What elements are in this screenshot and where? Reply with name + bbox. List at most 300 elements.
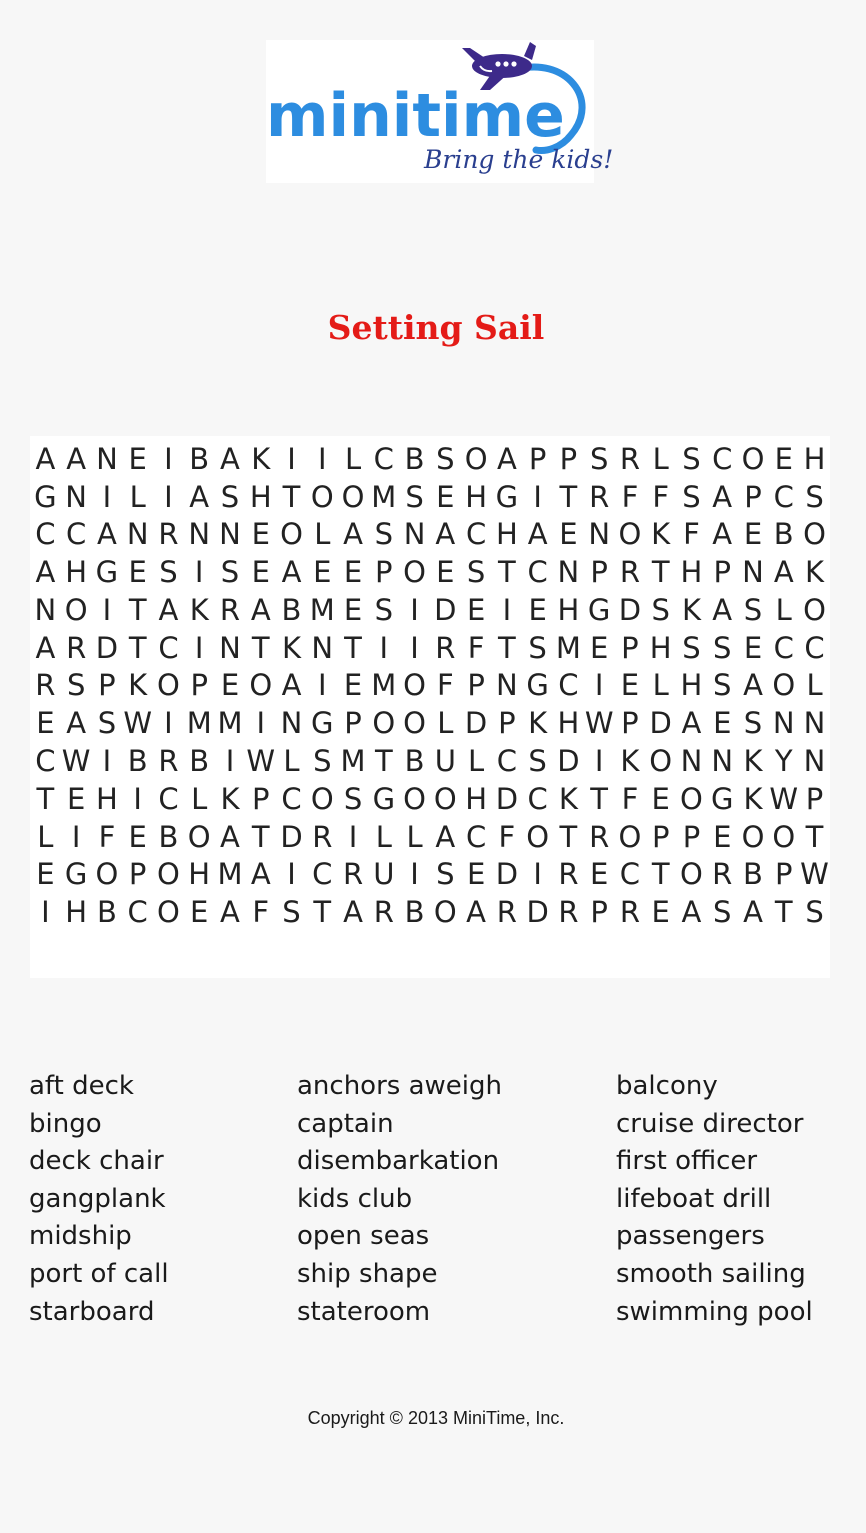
grid-row: [30, 591, 830, 629]
grid-letter: C: [373, 442, 394, 476]
grid-letter: O: [403, 782, 426, 816]
grid-letter: W: [769, 782, 799, 816]
word-list-item: captain: [297, 1108, 394, 1139]
grid-letter: O: [618, 820, 642, 854]
grid-letter: N: [34, 593, 57, 627]
grid-letter: B: [743, 857, 763, 891]
grid-letter: S: [682, 442, 701, 476]
grid-letter: E: [436, 480, 455, 514]
grid-letter: T: [251, 820, 270, 854]
grid-letter: T: [498, 555, 516, 589]
grid-letter: R: [35, 668, 56, 702]
grid-letter: E: [66, 782, 86, 816]
grid-letter: H: [249, 480, 272, 514]
grid-letter: D: [280, 820, 303, 854]
grid-letter: N: [126, 517, 149, 551]
grid-letter: N: [803, 706, 826, 740]
grid-letter: H: [803, 442, 826, 476]
grid-letter: I: [287, 442, 296, 476]
grid-letter: P: [559, 442, 578, 476]
grid-letter: R: [312, 820, 333, 854]
grid-letter: E: [743, 631, 763, 665]
grid-letter: A: [220, 442, 240, 476]
grid-letter: R: [219, 593, 241, 627]
grid-letter: R: [712, 857, 733, 891]
grid-letter: E: [651, 895, 670, 929]
grid-letter: W: [123, 706, 153, 740]
grid-letter: O: [341, 480, 365, 514]
grid-letter: F: [498, 820, 516, 854]
grid-letter: F: [683, 517, 700, 551]
grid-letter: T: [128, 593, 147, 627]
grid-letter: G: [526, 668, 549, 702]
grid-letter: L: [375, 820, 392, 854]
grid-letter: O: [249, 668, 273, 702]
grid-letter: B: [189, 442, 210, 476]
grid-letter: H: [495, 517, 518, 551]
grid-letter: A: [435, 517, 456, 551]
grid-letter: I: [225, 744, 235, 778]
grid-letter: A: [743, 668, 763, 702]
grid-letter: L: [406, 820, 423, 854]
brand-wordmark: minitime: [266, 81, 565, 151]
grid-letter: A: [220, 820, 240, 854]
grid-letter: T: [498, 631, 516, 665]
grid-letter: A: [681, 706, 702, 740]
grid-letter: N: [403, 517, 426, 551]
grid-letter: T: [590, 782, 609, 816]
grid-letter: B: [404, 744, 425, 778]
grid-letter: K: [220, 782, 240, 816]
grid-letter: H: [188, 857, 211, 891]
grid-letter: I: [41, 895, 50, 929]
grid-letter: L: [468, 744, 485, 778]
grid-letter: E: [343, 668, 363, 702]
grid-letter: G: [311, 706, 334, 740]
grid-letter: R: [435, 631, 456, 665]
grid-letter: O: [741, 820, 765, 854]
grid-letter: T: [251, 631, 270, 665]
grid-letter: P: [128, 857, 147, 891]
grid-letter: A: [220, 895, 240, 929]
grid-letter: I: [317, 668, 327, 702]
grid-letter: U: [373, 857, 395, 891]
grid-letter: S: [743, 706, 763, 740]
grid-letter: N: [219, 517, 241, 551]
grid-letter: D: [464, 706, 488, 740]
grid-letter: N: [803, 744, 826, 778]
grid-letter: B: [96, 895, 117, 929]
grid-letter: H: [557, 593, 580, 627]
word-list-item: kids club: [297, 1183, 413, 1214]
grid-letter: P: [190, 668, 208, 702]
grid-letter: O: [280, 517, 303, 551]
grid-letter: O: [157, 857, 180, 891]
grid-row: [30, 440, 830, 478]
grid-letter: S: [805, 895, 824, 929]
grid-letter: I: [194, 555, 204, 589]
grid-letter: P: [621, 631, 639, 665]
grid-letter: I: [594, 668, 604, 702]
grid-letter: N: [496, 668, 518, 702]
grid-letter: S: [466, 555, 486, 589]
grid-letter: S: [374, 593, 394, 627]
grid-letter: O: [310, 480, 334, 514]
grid-letter: S: [713, 668, 732, 702]
grid-letter: T: [559, 820, 578, 854]
grid-letter: I: [594, 744, 604, 778]
grid-letter: N: [772, 706, 795, 740]
grid-letter: R: [158, 744, 179, 778]
grid-letter: Y: [774, 744, 793, 778]
grid-letter: E: [466, 593, 486, 627]
grid-letter: I: [133, 782, 142, 816]
logo-graphic: [266, 40, 614, 183]
grid-letter: E: [713, 706, 732, 740]
grid-letter: O: [157, 895, 180, 929]
grid-letter: F: [252, 895, 270, 929]
grid-letter: R: [342, 857, 364, 891]
grid-letter: H: [557, 706, 580, 740]
grid-letter: N: [742, 555, 764, 589]
grid-letter: N: [280, 706, 303, 740]
grid-letter: R: [66, 631, 87, 665]
word-list-item: starboard: [29, 1296, 155, 1327]
grid-letter: T: [128, 631, 147, 665]
grid-letter: A: [466, 895, 487, 929]
grid-letter: P: [775, 857, 793, 891]
grid-letter: O: [403, 555, 426, 589]
grid-letter: C: [35, 744, 56, 778]
grid-letter: I: [164, 442, 173, 476]
grid-letter: B: [281, 593, 302, 627]
minitime-logo: [266, 40, 614, 183]
grid-letter: P: [713, 555, 731, 589]
grid-letter: P: [528, 442, 547, 476]
grid-letter: S: [805, 480, 824, 514]
grid-letter: E: [190, 895, 209, 929]
grid-letter: A: [773, 555, 794, 589]
grid-letter: O: [64, 593, 88, 627]
grid-letter: O: [649, 744, 673, 778]
grid-letter: T: [651, 857, 670, 891]
grid-letter: H: [65, 555, 88, 589]
grid-letter: E: [620, 668, 640, 702]
grid-letter: K: [805, 555, 825, 589]
grid-letter: R: [158, 517, 179, 551]
grid-letter: D: [95, 631, 119, 665]
grid-letter: O: [741, 442, 765, 476]
grid-letter: C: [465, 820, 487, 854]
grid-letter: U: [434, 744, 456, 778]
grid-letter: D: [495, 857, 519, 891]
grid-letter: E: [128, 820, 147, 854]
grid-letter: L: [314, 517, 331, 551]
grid-letter: L: [344, 442, 362, 476]
grid-letter: F: [652, 480, 670, 514]
grid-letter: N: [65, 480, 87, 514]
grid-letter: I: [317, 442, 327, 476]
word-list-item: open seas: [297, 1221, 430, 1252]
grid-letter: O: [403, 668, 426, 702]
grid-letter: P: [805, 782, 824, 816]
grid-letter: R: [558, 857, 579, 891]
grid-letter: K: [251, 442, 271, 476]
grid-row: [30, 818, 830, 856]
grid-letter: C: [804, 631, 825, 665]
grid-letter: D: [557, 744, 580, 778]
grid-letter: K: [189, 593, 209, 627]
grid-row: [30, 478, 830, 516]
word-list-item: gangplank: [29, 1183, 166, 1214]
grid-letter: P: [682, 820, 701, 854]
grid-letter: T: [313, 895, 332, 929]
grid-letter: B: [773, 517, 794, 551]
grid-letter: C: [66, 517, 87, 551]
grid-letter: G: [34, 480, 57, 514]
grid-letter: I: [502, 593, 512, 627]
grid-letter: A: [281, 668, 302, 702]
grid-letter: E: [743, 517, 763, 551]
grid-letter: S: [405, 480, 424, 514]
grid-letter: G: [710, 782, 734, 816]
grid-letter: N: [680, 744, 703, 778]
grid-letter: I: [533, 480, 542, 514]
grid-letter: C: [712, 442, 733, 476]
grid-letter: H: [680, 555, 703, 589]
grid-letter: K: [743, 782, 763, 816]
grid-letter: S: [528, 631, 547, 665]
grid-letter: F: [98, 820, 116, 854]
grid-letter: L: [652, 668, 669, 702]
grid-letter: O: [680, 782, 703, 816]
grid-letter: E: [313, 555, 332, 589]
word-list-item: port of call: [29, 1258, 169, 1289]
grid-letter: C: [773, 480, 794, 514]
grid-letter: C: [127, 895, 148, 929]
grid-letter: S: [589, 442, 609, 476]
grid-letter: S: [97, 706, 117, 740]
grid-letter: H: [649, 631, 672, 665]
word-list-item: stateroom: [297, 1296, 431, 1327]
grid-letter: T: [651, 555, 670, 589]
grid-letter: A: [681, 895, 702, 929]
grid-letter: D: [434, 593, 457, 627]
grid-letter: W: [800, 857, 829, 891]
grid-letter: F: [467, 631, 485, 665]
grid-row: [30, 629, 830, 667]
grid-letter: O: [680, 857, 703, 891]
grid-letter: I: [71, 820, 81, 854]
grid-letter: E: [436, 555, 455, 589]
grid-letter: A: [66, 442, 87, 476]
grid-letter: A: [712, 593, 733, 627]
grid-letter: I: [533, 857, 542, 891]
grid-letter: K: [281, 631, 302, 665]
grid-letter: T: [282, 480, 301, 514]
grid-letter: G: [64, 857, 88, 891]
word-list-item: lifeboat drill: [616, 1183, 772, 1214]
grid-row: [30, 553, 830, 591]
grid-letter: K: [528, 706, 548, 740]
grid-letter: C: [158, 631, 179, 665]
grid-letter: C: [158, 782, 179, 816]
grid-letter: I: [102, 744, 112, 778]
grid-letter: R: [619, 555, 640, 589]
grid-letter: E: [220, 668, 240, 702]
word-list-item: first officer: [616, 1146, 758, 1177]
grid-letter: T: [559, 480, 578, 514]
grid-letter: L: [652, 442, 669, 476]
grid-letter: B: [189, 744, 210, 778]
grid-letter: O: [157, 668, 180, 702]
grid-letter: A: [712, 517, 733, 551]
word-list-item: deck chair: [29, 1146, 164, 1177]
grid-letter: E: [36, 857, 55, 891]
grid-letter: P: [498, 706, 516, 740]
grid-letter: E: [590, 857, 609, 891]
grid-letter: O: [433, 782, 457, 816]
grid-letter: I: [164, 480, 173, 514]
word-list-item: bingo: [29, 1108, 102, 1139]
word-list-item: aft deck: [29, 1071, 134, 1101]
grid-letter: A: [35, 442, 56, 476]
word-list-item: cruise director: [616, 1108, 804, 1139]
grid-letter: M: [217, 857, 243, 891]
grid-letter: A: [281, 555, 302, 589]
grid-letter: E: [528, 593, 547, 627]
grid-letter: H: [465, 782, 487, 816]
word-search-grid: [30, 436, 830, 978]
copyright-notice: Copyright © 2013 MiniTime, Inc.: [307, 1408, 565, 1428]
grid-letter: S: [313, 744, 332, 778]
grid-letter: I: [256, 706, 266, 740]
grid-letter: N: [96, 442, 118, 476]
grid-letter: O: [433, 895, 457, 929]
grid-letter: H: [465, 480, 487, 514]
grid-row: [30, 780, 830, 818]
grid-letter: D: [495, 782, 519, 816]
grid-letter: P: [467, 668, 485, 702]
grid-letter: I: [348, 820, 358, 854]
grid-letter: P: [251, 782, 270, 816]
grid-letter: N: [557, 555, 580, 589]
grid-letter: L: [129, 480, 146, 514]
grid-letter: C: [558, 668, 579, 702]
grid-letter: A: [66, 706, 87, 740]
grid-letter: O: [95, 857, 119, 891]
grid-row: [30, 666, 830, 704]
grid-letter: O: [618, 517, 642, 551]
grid-letter: B: [127, 744, 148, 778]
grid-letter: W: [61, 744, 91, 778]
grid-letter: T: [344, 631, 362, 665]
grid-letter: M: [309, 593, 335, 627]
grid-row: [30, 704, 830, 742]
grid-letter: H: [96, 782, 118, 816]
grid-letter: I: [410, 631, 419, 665]
grid-letter: P: [344, 706, 362, 740]
grid-letter: M: [555, 631, 581, 665]
grid-letter: P: [621, 706, 639, 740]
grid-letter: A: [96, 517, 117, 551]
grid-letter: S: [220, 480, 240, 514]
word-list-item: midship: [29, 1221, 132, 1252]
grid-letter: K: [128, 668, 148, 702]
grid-letter: L: [191, 782, 208, 816]
grid-letter: S: [682, 480, 701, 514]
grid-letter: S: [282, 895, 301, 929]
grid-letter: A: [343, 517, 363, 551]
grid-letter: O: [772, 668, 796, 702]
grid-letter: P: [590, 555, 608, 589]
grid-letter: R: [373, 895, 394, 929]
grid-letter: A: [158, 593, 179, 627]
grid-letter: D: [649, 706, 672, 740]
grid-letter: R: [496, 895, 517, 929]
grid-letter: N: [311, 631, 334, 665]
grid-letter: B: [158, 820, 179, 854]
grid-letter: I: [379, 631, 389, 665]
grid-letter: O: [372, 706, 396, 740]
word-list-column-3: [616, 1068, 813, 1331]
grid-letter: I: [410, 593, 419, 627]
word-list-item: ship shape: [297, 1258, 438, 1289]
grid-letter: G: [372, 782, 396, 816]
grid-letter: R: [589, 820, 610, 854]
grid-row: [30, 855, 830, 893]
grid-letter: H: [65, 895, 88, 929]
word-list-column-2: [297, 1068, 502, 1331]
grid-letter: T: [36, 782, 55, 816]
grid-letter: L: [437, 706, 454, 740]
grid-letter: A: [250, 857, 271, 891]
grid-letter: E: [128, 555, 147, 589]
grid-letter: P: [590, 895, 608, 929]
grid-letter: K: [558, 782, 578, 816]
grid-letter: M: [371, 480, 397, 514]
grid-letter: O: [772, 820, 796, 854]
word-list-item: disembarkation: [297, 1146, 500, 1177]
grid-letter: S: [528, 744, 547, 778]
grid-letter: E: [713, 820, 732, 854]
grid-letter: K: [743, 744, 763, 778]
grid-letter: P: [98, 668, 116, 702]
grid-letter: A: [743, 895, 763, 929]
grid-letter: R: [619, 442, 640, 476]
grid-letter: E: [651, 782, 670, 816]
grid-letter: W: [584, 706, 614, 740]
grid-letter: O: [310, 782, 334, 816]
word-list-item: swimming pool: [616, 1296, 813, 1327]
grid-letter: B: [404, 442, 425, 476]
grid-row: [30, 893, 830, 931]
grid-letter: D: [618, 593, 642, 627]
grid-letter: F: [621, 480, 639, 514]
grid-letter: C: [527, 782, 548, 816]
grid-letter: S: [743, 593, 763, 627]
grid-letter: T: [374, 744, 393, 778]
grid-letter: T: [774, 895, 793, 929]
grid-letter: G: [495, 480, 519, 514]
grid-letter: L: [775, 593, 792, 627]
grid-letter: N: [188, 517, 211, 551]
word-list-item: anchors aweigh: [297, 1071, 502, 1101]
brand-tagline: Bring the kids!: [424, 145, 614, 174]
grid-letter: S: [713, 895, 732, 929]
grid-letter: C: [465, 517, 487, 551]
grid-letter: E: [36, 706, 55, 740]
